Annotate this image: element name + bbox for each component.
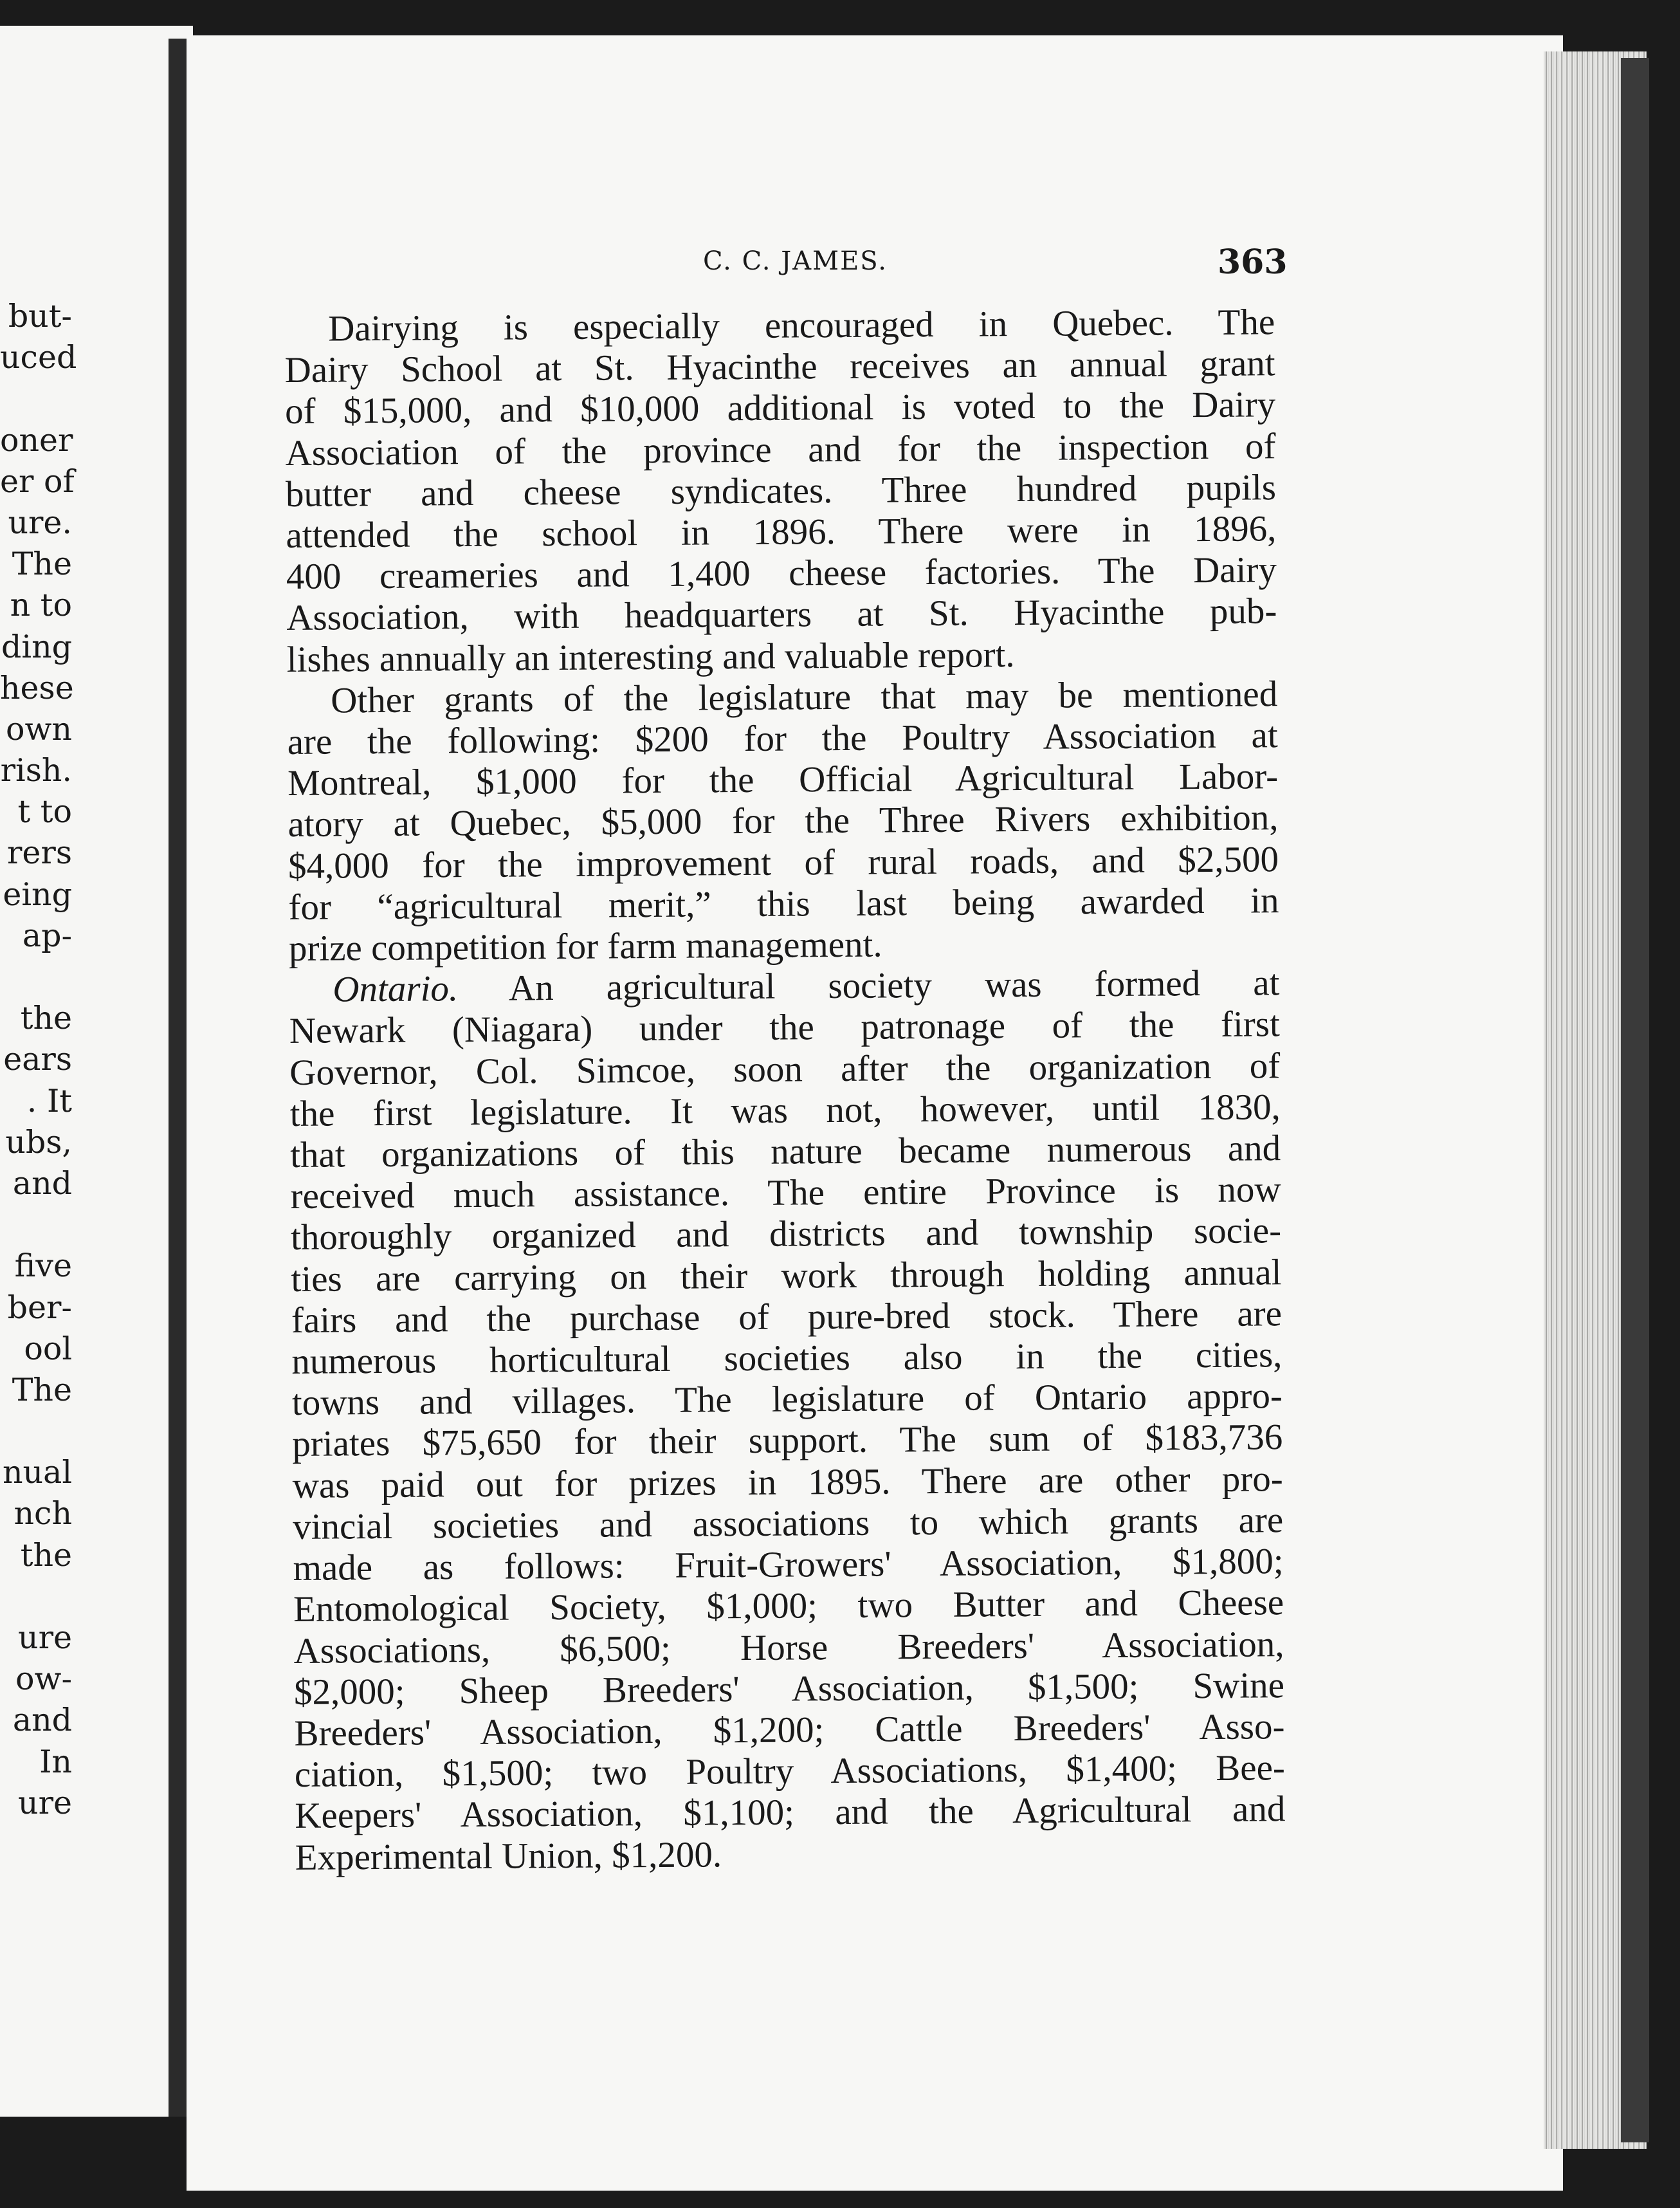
running-head: C. C. JAMES. [703, 246, 888, 276]
text-line: atory at Quebec, $5,000 for the Three Rivers exhibition, [288, 797, 1279, 845]
left-page-fragment: the [20, 1536, 72, 1574]
left-page-fragment: In [39, 1743, 72, 1780]
page-number: 363 [1218, 243, 1288, 282]
left-page-fragment: five [14, 1247, 72, 1285]
left-page-fragment: nch [14, 1495, 72, 1532]
text-line: Keepers' Association, $1,100; and the Agricultural and [295, 1789, 1286, 1837]
text-line: Other grants of the legislature that may be mentioned [331, 674, 1278, 721]
text-line: ciation, $1,500; two Poultry Associations, $1,400; Bee- [294, 1747, 1286, 1796]
text-line: Breeders' Association, $1,200; Cattle Breeders' Asso- [294, 1706, 1285, 1754]
text-line: that organizations of this nature became numerous and [289, 1128, 1281, 1176]
left-page-fragment: ure [18, 1784, 72, 1821]
text-line: numerous horticultural societies also in the cities, [291, 1334, 1283, 1383]
text-line: lishes annually an interesting and valuable report. [286, 634, 1015, 680]
left-page-text-fragments [0, 296, 77, 1824]
left-page-fragment: ubs, [5, 1123, 72, 1161]
text-line: prize competition for farm management. [288, 924, 882, 970]
text-line: thoroughly organized and districts and township socie- [290, 1210, 1282, 1258]
left-page-fragment: The [12, 1371, 72, 1408]
text-line: Dairying is especially encouraged in Quebec. The [327, 302, 1275, 349]
text-line: Governor, Col. Simcoe, soon after the organization of [289, 1045, 1281, 1093]
text-line: Experimental Union, $1,200. [295, 1834, 722, 1878]
left-page-fragment: and [12, 1164, 72, 1202]
left-page-fragment: ber- [7, 1289, 72, 1326]
text-line: for “agricultural merit,” this last being awarded in [288, 880, 1279, 928]
left-page-fragment: ears [3, 1041, 72, 1078]
left-page-fragment [0, 378, 72, 419]
paragraph-dairying [284, 302, 1277, 681]
text-line: Association, with headquarters at St. Hyacinthe pub- [286, 591, 1277, 639]
text-line: was paid out for prizes in 1895. There are other pro- [292, 1458, 1283, 1506]
paragraph-ontario [289, 962, 1286, 1878]
left-page-fragment: t to [17, 793, 72, 831]
text-line: the first legislature. It was not, however, until 1830, [289, 1087, 1281, 1134]
text-line: $4,000 for the improvement of rural roads, and $2,500 [288, 838, 1279, 887]
left-page-fragment [0, 957, 72, 998]
left-page-fragment: ool [24, 1330, 72, 1367]
left-page-fragment: but- [8, 298, 72, 335]
left-page-fragment: rish. [0, 752, 72, 789]
left-page-fragment: ding [1, 628, 72, 665]
left-page-fragment: The [12, 546, 72, 583]
text-line: attended the school in 1896. There were in 1896, [286, 508, 1277, 557]
text-line: Association of the province and for the inspection of [285, 425, 1276, 474]
left-page-fragment: ure [18, 1619, 72, 1656]
text-line: priates $75,650 for their support. The sum of $183,736 [292, 1417, 1283, 1465]
text-line: butter and cheese syndicates. Three hundred pupils [285, 467, 1277, 515]
left-page-fragment: the [20, 1000, 72, 1037]
text-line: 400 creameries and 1,400 cheese factories. The Dairy [286, 549, 1277, 598]
text-line: $2,000; Sheep Breeders' Association, $1,500; Swine [293, 1664, 1285, 1713]
text-line: are the following: $200 for the Poultry Association at [287, 715, 1278, 763]
left-page-fragment: ap- [22, 917, 72, 954]
left-page-fragment: eing [3, 876, 72, 913]
text-line: fairs and the purchase of pure-bred stock. There are [291, 1293, 1283, 1341]
left-page-fragment: and [12, 1702, 72, 1739]
text-line: Montreal, $1,000 for the Official Agricultural Labor- [287, 756, 1279, 804]
text-line [289, 962, 1279, 1011]
text-line: Entomological Society, $1,000; two Butter and Cheese [293, 1582, 1284, 1630]
left-page-fragment: hese [0, 669, 74, 706]
left-page-fragment: uced [0, 339, 77, 376]
left-page [0, 26, 193, 2117]
section-lead-ontario: Ontario. [333, 968, 459, 1010]
body-text [284, 302, 1286, 1878]
left-page-fragment [0, 1204, 72, 1246]
left-page-fragment: own [5, 710, 72, 748]
left-page-fragment: ure. [8, 504, 72, 541]
text-line: towns and villages. The legislature of Ontario appro- [291, 1375, 1283, 1424]
text-line: vincial societies and associations to which grants are [292, 1500, 1284, 1547]
book-cover-edge [1621, 58, 1649, 2142]
paragraph-other-grants [287, 674, 1279, 970]
first-line-rest: An agricultural society was formed at [508, 962, 1280, 1009]
left-page-fragment [0, 1411, 72, 1452]
text-line: Newark (Niagara) under the patronage of the first [289, 1004, 1281, 1052]
left-page-fragment: ow- [15, 1661, 72, 1698]
left-page-fragment: n to [10, 587, 72, 624]
left-page-fragment: . It [26, 1082, 72, 1119]
text-line: of $15,000, and $10,000 additional is voted to the Dairy [284, 384, 1276, 432]
text-line: Dairy School at St. Hyacinthe receives an annual grant [284, 343, 1275, 391]
left-page-fragment: oner [0, 421, 73, 459]
left-page-fragment [0, 1576, 72, 1617]
left-page-fragment: er of [0, 463, 75, 500]
text-line: received much assistance. The entire Province is now [290, 1169, 1281, 1217]
left-page-fragment: nual [2, 1454, 72, 1491]
text-line: made as follows: Fruit-Growers' Association, $1,800; [293, 1541, 1284, 1589]
left-page-fragment: rers [7, 834, 72, 872]
text-line: Associations, $6,500; Horse Breeders' Association, [293, 1623, 1284, 1671]
text-line: ties are carrying on their work through holding annual [291, 1251, 1282, 1300]
